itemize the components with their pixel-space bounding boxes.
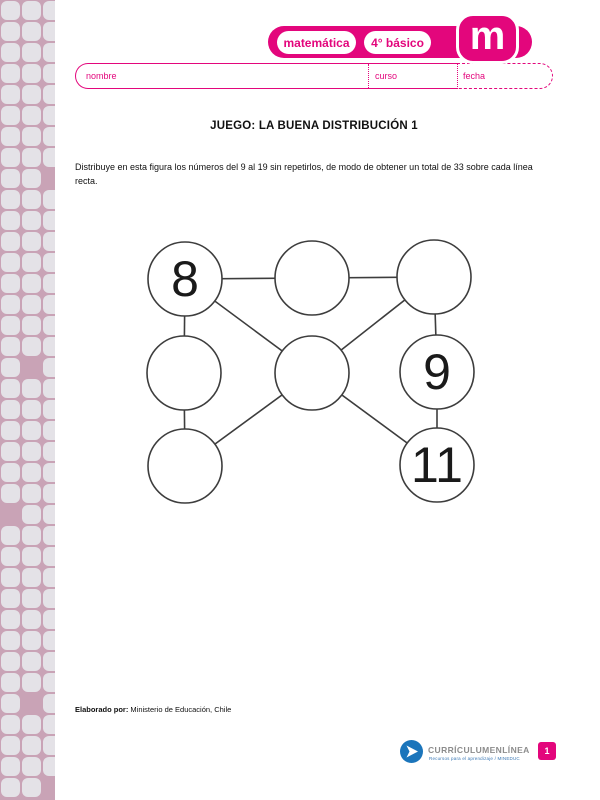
puzzle-value-bottom-right: 11 <box>411 437 463 493</box>
sidebar-tile <box>43 22 55 41</box>
sidebar-tile <box>43 379 55 398</box>
sidebar-tile <box>43 631 55 650</box>
curriculum-en-linea-icon <box>400 740 423 763</box>
sidebar-tile <box>22 652 41 671</box>
sidebar-tile <box>22 442 41 461</box>
sidebar-tile <box>43 547 55 566</box>
sidebar-tile <box>1 85 20 104</box>
sidebar-tile <box>1 379 20 398</box>
sidebar-tile <box>1 148 20 167</box>
sidebar-tile <box>22 505 41 524</box>
sidebar-tile <box>1 106 20 125</box>
sidebar-tile <box>22 85 41 104</box>
sidebar-tile <box>1 22 20 41</box>
sidebar-tile <box>1 484 20 503</box>
sidebar-tile <box>43 400 55 419</box>
sidebar-tile <box>1 295 20 314</box>
sidebar-tile <box>43 127 55 146</box>
sidebar-tile <box>43 274 55 293</box>
sidebar-tile <box>22 673 41 692</box>
sidebar-tile <box>22 43 41 62</box>
name-course-field-box[interactable] <box>75 63 458 89</box>
sidebar-tile <box>22 568 41 587</box>
sidebar-tile <box>43 232 55 251</box>
sidebar-tile <box>1 127 20 146</box>
sidebar-tile <box>43 1 55 20</box>
sidebar-tile <box>43 253 55 272</box>
sidebar-tile <box>22 22 41 41</box>
sidebar-tile <box>43 505 55 524</box>
sidebar-tile <box>1 232 20 251</box>
sidebar-tile <box>1 778 20 797</box>
page-number-badge: 1 <box>538 742 556 760</box>
sidebar-tile <box>22 610 41 629</box>
sidebar-tile <box>1 43 20 62</box>
sidebar-tile <box>22 484 41 503</box>
sidebar-tile <box>43 526 55 545</box>
sidebar-tile <box>22 190 41 209</box>
sidebar-tile <box>1 316 20 335</box>
sidebar-tile <box>1 589 20 608</box>
sidebar-tile <box>1 64 20 83</box>
student-info-row <box>75 63 553 89</box>
sidebar-tile <box>1 547 20 566</box>
sidebar-tile <box>22 778 41 797</box>
sidebar-tile <box>1 715 20 734</box>
sidebar-tile <box>22 589 41 608</box>
sidebar-tile <box>43 316 55 335</box>
curriculum-en-linea-wordmark: CURRÍCULUMENLÍNEA <box>428 745 530 755</box>
sidebar-tile <box>22 463 41 482</box>
sidebar-tile <box>22 253 41 272</box>
puzzle-circle-bottom-left[interactable] <box>148 429 222 503</box>
sidebar-tile <box>22 379 41 398</box>
sidebar-tile <box>1 421 20 440</box>
sidebar-tile <box>43 337 55 356</box>
sidebar-tile <box>43 106 55 125</box>
sidebar-tile <box>1 1 20 20</box>
sidebar-tile <box>1 274 20 293</box>
subject-badge: matemática <box>277 31 356 54</box>
sidebar-tile <box>43 694 55 713</box>
sidebar-tile <box>22 169 41 188</box>
sidebar-tile <box>43 463 55 482</box>
puzzle-circle-mid-center[interactable] <box>275 336 349 410</box>
sidebar-dot-pattern <box>0 0 55 800</box>
sidebar-tile <box>22 547 41 566</box>
sidebar-tile <box>43 610 55 629</box>
sidebar-tile <box>1 631 20 650</box>
sidebar-tile <box>43 589 55 608</box>
matematica-m-logo <box>456 13 519 64</box>
sidebar-tile <box>43 295 55 314</box>
sidebar-tile <box>1 568 20 587</box>
puzzle-circle-mid-left[interactable] <box>147 336 221 410</box>
sidebar-tile <box>22 127 41 146</box>
sidebar-tile <box>43 568 55 587</box>
sidebar-tile <box>1 694 20 713</box>
sidebar-tile <box>22 64 41 83</box>
grade-badge: 4° básico <box>364 31 431 54</box>
sidebar-tile <box>43 64 55 83</box>
sidebar-tile <box>1 337 20 356</box>
sidebar-tile <box>1 358 20 377</box>
sidebar-tile <box>43 736 55 755</box>
sidebar-tile <box>1 757 20 776</box>
sidebar-tile <box>22 421 41 440</box>
sidebar-tile <box>22 316 41 335</box>
sidebar-tile <box>1 463 20 482</box>
sidebar-tile <box>43 652 55 671</box>
sidebar-tile <box>1 211 20 230</box>
sidebar-tile <box>43 421 55 440</box>
sidebar-tile <box>43 148 55 167</box>
sidebar-tile <box>22 715 41 734</box>
sidebar-tile <box>22 106 41 125</box>
sidebar-tile <box>43 358 55 377</box>
sidebar-tile <box>22 337 41 356</box>
sidebar-tile <box>1 652 20 671</box>
sidebar-tile <box>22 631 41 650</box>
sidebar-tile <box>43 673 55 692</box>
number-puzzle-diagram <box>140 235 476 505</box>
logo-letter: m <box>469 13 506 58</box>
sidebar-tile <box>43 484 55 503</box>
sidebar-tile <box>22 736 41 755</box>
credit-text: Ministerio de Educación, Chile <box>128 705 232 714</box>
puzzle-value-mid-right: 9 <box>423 344 451 400</box>
page-title: JUEGO: LA BUENA DISTRIBUCIÓN 1 <box>210 120 418 132</box>
sidebar-tile <box>22 232 41 251</box>
sidebar-tile <box>22 274 41 293</box>
puzzle-value-top-left: 8 <box>171 251 199 307</box>
sidebar-tile <box>1 673 20 692</box>
credit-label: Elaborado por: <box>75 705 129 714</box>
credit-line <box>75 705 231 714</box>
date-field-label: fecha <box>463 71 486 81</box>
puzzle-circle-top-center[interactable] <box>275 241 349 315</box>
instructions-text: Distribuye en esta figura los números del 9 al 19 sin repetirlos, de modo de obtener un total de 33 sobre cada línea recta. <box>75 162 533 186</box>
sidebar-tile <box>1 736 20 755</box>
sidebar-tile <box>22 400 41 419</box>
sidebar-tile <box>22 211 41 230</box>
sidebar-tile <box>1 253 20 272</box>
sidebar-tile <box>1 526 20 545</box>
course-field-divider <box>368 64 369 88</box>
sidebar-tile <box>1 169 20 188</box>
sidebar-tile <box>1 442 20 461</box>
sidebar-tile <box>22 1 41 20</box>
curriculum-en-linea-tagline: Recursos para el aprendizaje / MINEDUC <box>429 756 520 761</box>
sidebar-tile <box>43 442 55 461</box>
sidebar-tile <box>43 43 55 62</box>
sidebar-tile <box>43 190 55 209</box>
sidebar-tile <box>22 526 41 545</box>
name-field-label: nombre <box>86 71 117 81</box>
sidebar-tile <box>22 295 41 314</box>
sidebar-tile <box>22 757 41 776</box>
puzzle-circle-top-right[interactable] <box>397 240 471 314</box>
sidebar-tile <box>43 85 55 104</box>
sidebar-tile <box>43 211 55 230</box>
sidebar-tile <box>43 757 55 776</box>
sidebar-tile <box>22 148 41 167</box>
course-field-label: curso <box>375 71 398 81</box>
sidebar-tile <box>1 190 20 209</box>
sidebar-tile <box>1 610 20 629</box>
sidebar-tile <box>43 715 55 734</box>
sidebar-tile <box>1 400 20 419</box>
